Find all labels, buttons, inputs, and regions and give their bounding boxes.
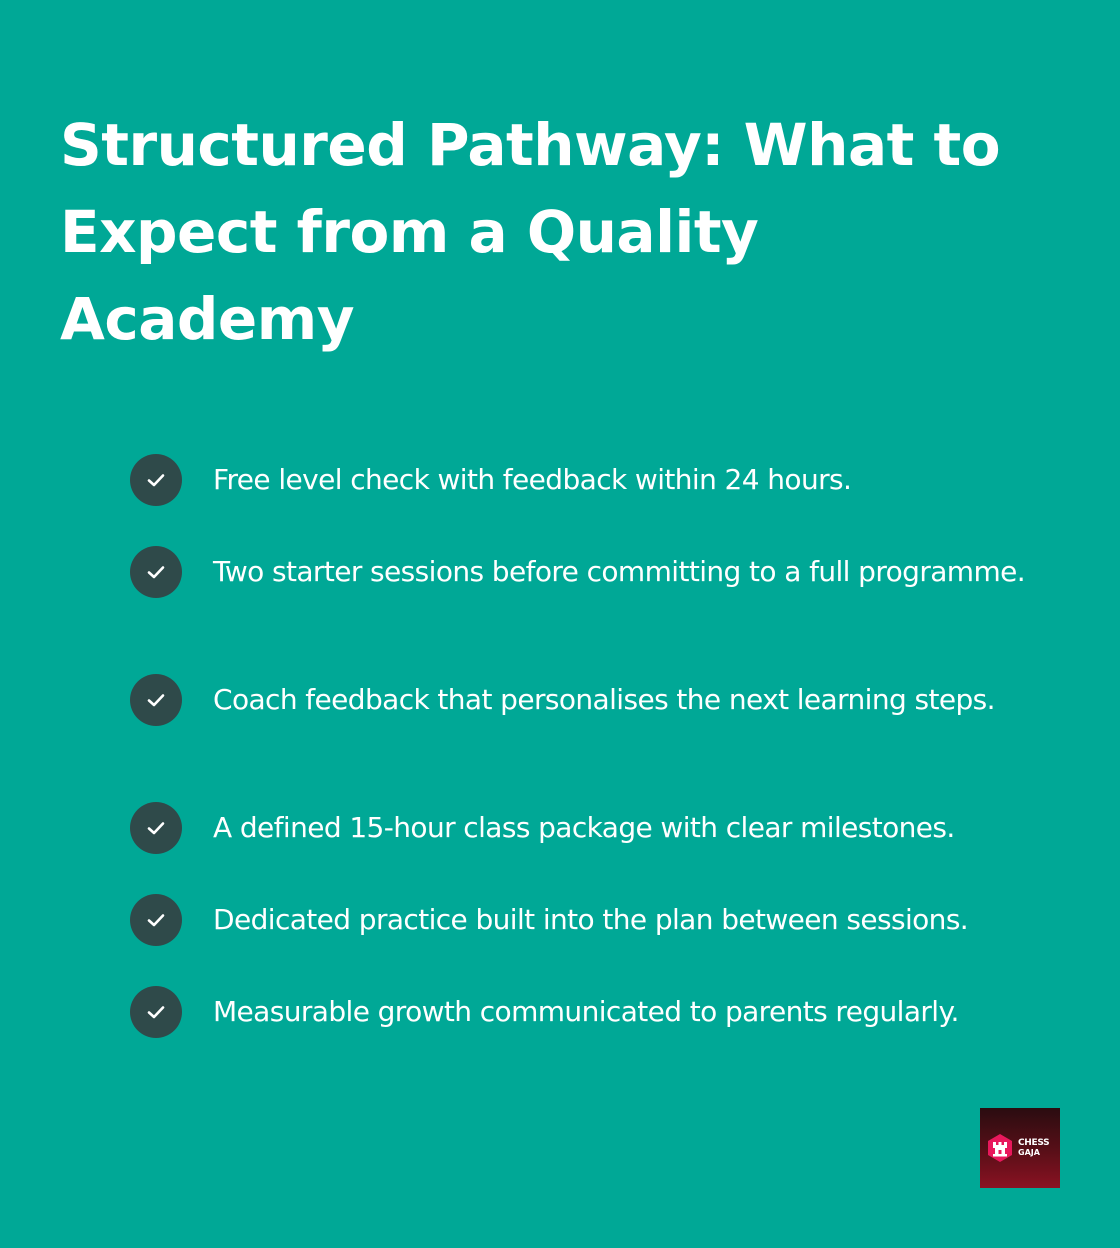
list-item-text: A defined 15-hour class package with clear milestones.	[213, 811, 955, 844]
checkmark-icon	[130, 986, 182, 1038]
checkmark-icon	[130, 802, 182, 854]
chess-gaja-logo-icon	[985, 1133, 1015, 1163]
logo-line-gaja: GAJA	[1018, 1148, 1040, 1157]
checkmark-icon	[130, 546, 182, 598]
logo-wordmark	[1018, 1138, 1049, 1158]
list-item-text: Measurable growth communicated to parents regularly.	[213, 995, 959, 1028]
list-item	[130, 454, 1070, 506]
list-item-text: Two starter sessions before committing to a full programme.	[213, 555, 1026, 588]
list-item-text: Dedicated practice built into the plan between sessions.	[213, 903, 969, 936]
list-item	[130, 546, 1070, 598]
logo-line-chess: CHESS	[1018, 1138, 1050, 1148]
page-title: Structured Pathway: What to Expect from a Quality Academy	[60, 111, 1001, 353]
list-item-text: Coach feedback that personalises the next learning steps.	[213, 683, 995, 716]
checkmark-icon	[130, 894, 182, 946]
list-item-text: Free level check with feedback within 24 hours.	[213, 463, 852, 496]
checkmark-icon	[130, 454, 182, 506]
list-item	[130, 802, 1070, 854]
list-item	[130, 674, 1070, 726]
list-item	[130, 894, 1070, 946]
list-item	[130, 986, 1070, 1038]
chess-gaja-logo	[980, 1108, 1060, 1188]
checkmark-icon	[130, 674, 182, 726]
